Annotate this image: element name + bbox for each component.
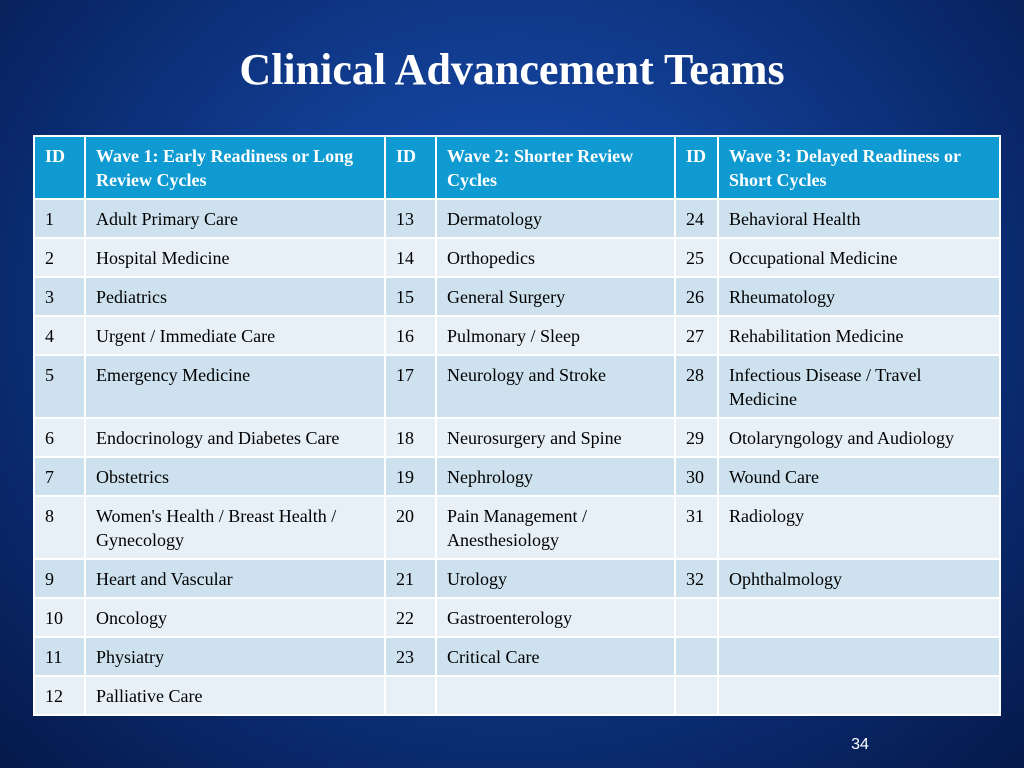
team-wave2-cell: Nephrology — [436, 457, 675, 496]
team-wave1-cell: Heart and Vascular — [85, 559, 385, 598]
id-wave2-cell: 17 — [385, 355, 436, 418]
team-wave2-cell: Urology — [436, 559, 675, 598]
table-row — [34, 316, 1000, 355]
team-wave3-cell: Otolaryngology and Audiology — [718, 418, 1000, 457]
team-wave3-cell: Behavioral Health — [718, 199, 1000, 238]
id-wave1-cell: 11 — [34, 637, 85, 676]
table-row — [34, 418, 1000, 457]
id-wave1-cell: 10 — [34, 598, 85, 637]
header-wave1: Wave 1: Early Readiness or Long Review Cycles — [85, 136, 385, 199]
team-wave2-cell: Pain Management / Anesthesiology — [436, 496, 675, 559]
id-wave3-cell: 29 — [675, 418, 718, 457]
team-wave2-cell: Pulmonary / Sleep — [436, 316, 675, 355]
header-wave2: Wave 2: Shorter Review Cycles — [436, 136, 675, 199]
team-wave2-cell: Gastroenterology — [436, 598, 675, 637]
page-number: 34 — [851, 736, 869, 753]
team-wave2-cell: Neurosurgery and Spine — [436, 418, 675, 457]
id-wave2-cell: 23 — [385, 637, 436, 676]
id-wave3-cell — [675, 598, 718, 637]
team-wave1-cell: Obstetrics — [85, 457, 385, 496]
clinical-teams-table — [33, 135, 1001, 716]
table-row — [34, 676, 1000, 715]
team-wave2-cell: General Surgery — [436, 277, 675, 316]
team-wave3-cell: Infectious Disease / Travel Medicine — [718, 355, 1000, 418]
table-row — [34, 199, 1000, 238]
team-wave1-cell: Hospital Medicine — [85, 238, 385, 277]
id-wave2-cell: 19 — [385, 457, 436, 496]
id-wave2-cell — [385, 676, 436, 715]
team-wave2-cell: Orthopedics — [436, 238, 675, 277]
header-id-wave3: ID — [675, 136, 718, 199]
header-wave3: Wave 3: Delayed Readiness or Short Cycles — [718, 136, 1000, 199]
id-wave2-cell: 16 — [385, 316, 436, 355]
table-body — [34, 199, 1000, 715]
table-row — [34, 496, 1000, 559]
team-wave1-cell: Oncology — [85, 598, 385, 637]
table-row — [34, 238, 1000, 277]
table-row — [34, 355, 1000, 418]
id-wave3-cell: 32 — [675, 559, 718, 598]
id-wave3-cell: 26 — [675, 277, 718, 316]
id-wave2-cell: 20 — [385, 496, 436, 559]
id-wave3-cell — [675, 676, 718, 715]
id-wave2-cell: 18 — [385, 418, 436, 457]
id-wave1-cell: 1 — [34, 199, 85, 238]
id-wave3-cell: 24 — [675, 199, 718, 238]
id-wave1-cell: 3 — [34, 277, 85, 316]
team-wave1-cell: Adult Primary Care — [85, 199, 385, 238]
team-wave2-cell: Critical Care — [436, 637, 675, 676]
team-wave3-cell: Radiology — [718, 496, 1000, 559]
id-wave1-cell: 6 — [34, 418, 85, 457]
team-wave3-cell: Rheumatology — [718, 277, 1000, 316]
id-wave1-cell: 4 — [34, 316, 85, 355]
team-wave1-cell: Palliative Care — [85, 676, 385, 715]
id-wave3-cell: 25 — [675, 238, 718, 277]
id-wave3-cell — [675, 637, 718, 676]
id-wave3-cell: 30 — [675, 457, 718, 496]
id-wave2-cell: 13 — [385, 199, 436, 238]
team-wave2-cell — [436, 676, 675, 715]
team-wave3-cell: Ophthalmology — [718, 559, 1000, 598]
team-wave1-cell: Urgent / Immediate Care — [85, 316, 385, 355]
team-wave3-cell — [718, 637, 1000, 676]
team-wave2-cell: Neurology and Stroke — [436, 355, 675, 418]
id-wave3-cell: 28 — [675, 355, 718, 418]
header-id-wave1: ID — [34, 136, 85, 199]
team-wave1-cell: Physiatry — [85, 637, 385, 676]
id-wave1-cell: 5 — [34, 355, 85, 418]
team-wave3-cell — [718, 598, 1000, 637]
id-wave3-cell: 27 — [675, 316, 718, 355]
table-row — [34, 598, 1000, 637]
table-header-row — [34, 136, 1000, 199]
table-row — [34, 559, 1000, 598]
team-wave3-cell: Wound Care — [718, 457, 1000, 496]
team-wave1-cell: Emergency Medicine — [85, 355, 385, 418]
table-row — [34, 457, 1000, 496]
header-id-wave2: ID — [385, 136, 436, 199]
id-wave1-cell: 12 — [34, 676, 85, 715]
id-wave2-cell: 22 — [385, 598, 436, 637]
id-wave2-cell: 14 — [385, 238, 436, 277]
id-wave3-cell: 31 — [675, 496, 718, 559]
id-wave1-cell: 9 — [34, 559, 85, 598]
team-wave1-cell: Pediatrics — [85, 277, 385, 316]
team-wave1-cell: Endocrinology and Diabetes Care — [85, 418, 385, 457]
team-wave3-cell — [718, 676, 1000, 715]
id-wave1-cell: 2 — [34, 238, 85, 277]
id-wave1-cell: 8 — [34, 496, 85, 559]
team-wave2-cell: Dermatology — [436, 199, 675, 238]
team-wave1-cell: Women's Health / Breast Health / Gynecology — [85, 496, 385, 559]
id-wave2-cell: 21 — [385, 559, 436, 598]
slide-title: Clinical Advancement Teams — [239, 45, 785, 94]
team-wave3-cell: Rehabilitation Medicine — [718, 316, 1000, 355]
table-row — [34, 637, 1000, 676]
table-row — [34, 277, 1000, 316]
team-wave3-cell: Occupational Medicine — [718, 238, 1000, 277]
id-wave2-cell: 15 — [385, 277, 436, 316]
id-wave1-cell: 7 — [34, 457, 85, 496]
